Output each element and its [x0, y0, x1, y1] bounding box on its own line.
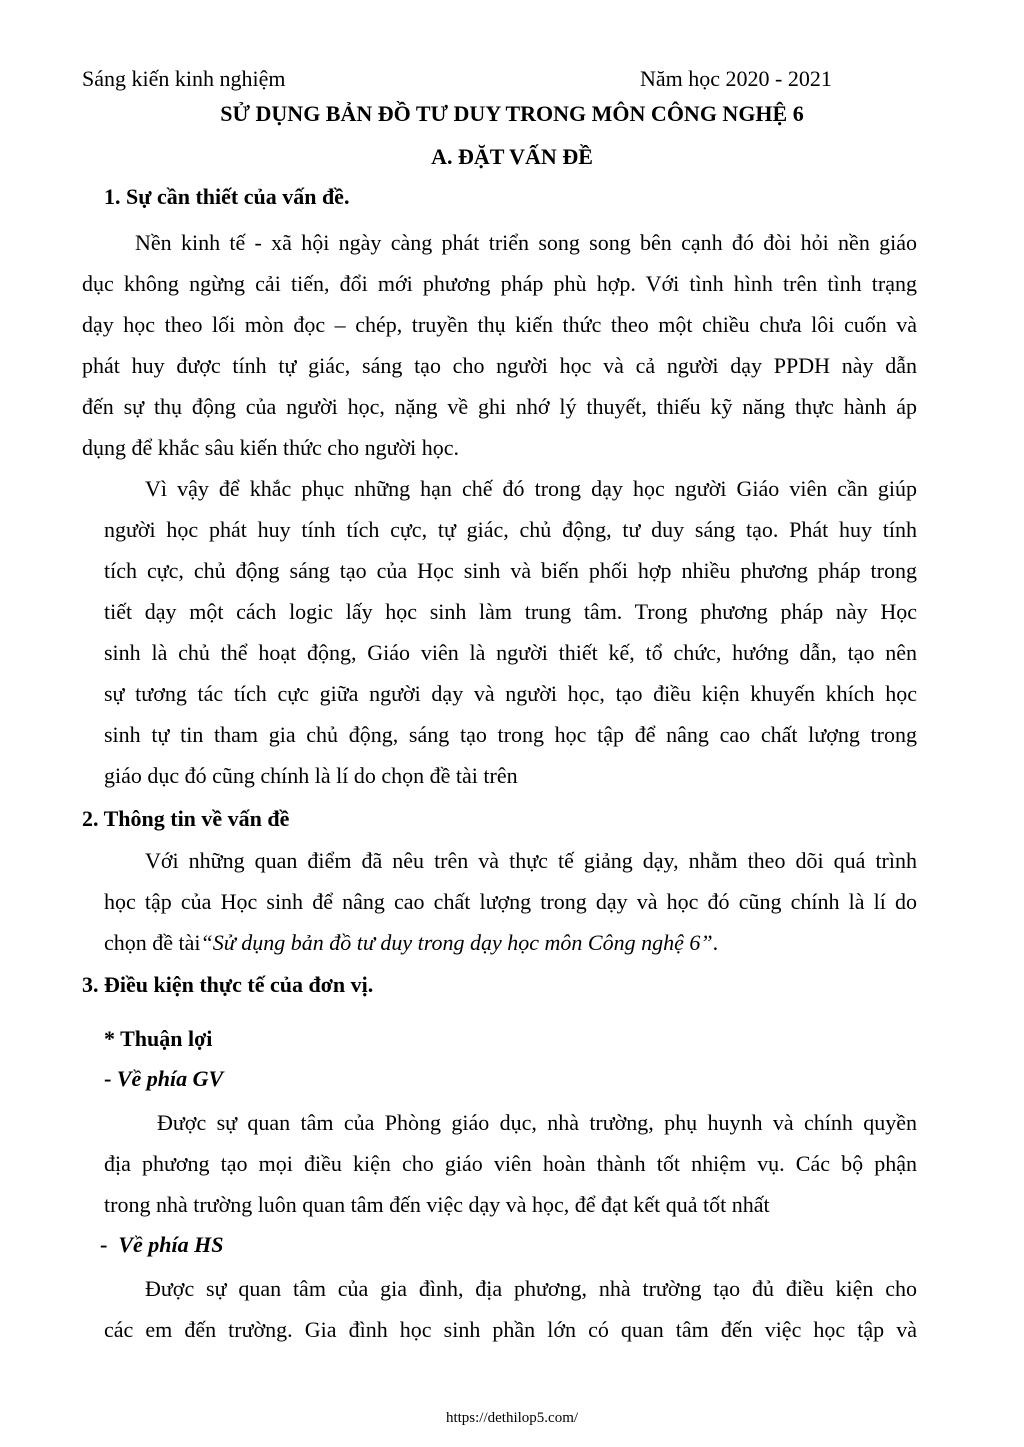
paragraph-line: sinh là chủ thể hoạt động, Giáo viên là người thiết kế, tổ chức, hướng dẫn, tạo nên [104, 640, 917, 665]
paragraph-line: sinh tự tin tham gia chủ động, sáng tạo trong học tập để nâng cao chất lượng trong [104, 722, 917, 747]
paragraph-line: đến sự thụ động của người học, nặng về ghi nhớ lý thuyết, thiếu kỹ năng thực hành áp [82, 394, 917, 419]
paragraph-1 [82, 222, 917, 468]
topic-prefix: chọn đề tài [104, 930, 201, 955]
paragraph-line: các em đến trường. Gia đình học sinh phần lớn có quan tâm đến việc học tập và [104, 1317, 917, 1342]
paragraph-line: Được sự quan tâm của gia đình, địa phương, nhà trường tạo đủ điều kiện cho [145, 1276, 917, 1301]
heading-information: 2. Thông tin về vấn đề [82, 806, 290, 831]
paragraph-line: sự tương tác tích cực giữa người dạy và người học, tạo điều kiện khuyến khích học [104, 681, 917, 706]
heading-conditions: 3. Điều kiện thực tế của đơn vị. [82, 972, 374, 997]
paragraph-line: dục không ngừng cải tiến, đổi mới phương pháp phù hợp. Với tình hình trên tình trạng [82, 271, 917, 296]
document-title: SỬ DỤNG BẢN ĐỒ TƯ DUY TRONG MÔN CÔNG NGHỆ 6 [220, 101, 804, 126]
paragraph-line: Với những quan điểm đã nêu trên và thực tế giảng dạy, nhằm theo dõi quá trình [145, 848, 917, 873]
paragraph-line: tích cực, chủ động sáng tạo của Học sinh và biến phối hợp nhiều phương pháp trong [104, 558, 917, 583]
footer-url: https://dethilop5.com/ [445, 1410, 579, 1426]
paragraph-line: trong nhà trường luôn quan tâm đến việc dạy và học, để đạt kết quả tốt nhất [104, 1192, 770, 1217]
topic-suffix: . [712, 930, 719, 955]
section-a-heading: A. ĐẶT VẤN ĐỀ [431, 144, 593, 169]
paragraph-line: dạy học theo lối mòn đọc – chép, truyền thụ kiến thức theo một chiều chưa lôi cuốn và [82, 312, 917, 337]
paragraph-line: phát huy được tính tự giác, sáng tạo cho người học và cả người dạy PPDH này dẫn [82, 353, 917, 378]
subheading-text: Về phía GV [116, 1066, 224, 1091]
header-left: Sáng kiến kinh nghiệm [82, 66, 286, 91]
paragraph-5 [104, 1268, 917, 1350]
paragraph-line: người học phát huy tính tích cực, tự giác, chủ động, tư duy sáng tạo. Phát huy tính [104, 517, 917, 542]
paragraph-line: học tập của Học sinh để nâng cao chất lượng trong dạy và học đó cũng chính là lí do [104, 889, 917, 914]
paragraph-3 [104, 840, 917, 963]
paragraph-line-topic [104, 922, 917, 963]
header-right: Năm học 2020 - 2021 [640, 66, 832, 91]
subheading-teacher [104, 1066, 223, 1092]
paragraph-4 [104, 1102, 917, 1225]
heading-advantages: * Thuận lợi [104, 1026, 213, 1051]
subheading-dash: - [100, 1232, 108, 1257]
heading-necessity: 1. Sự cần thiết của vấn đề. [104, 184, 350, 209]
paragraph-line: tiết dạy một cách logic lấy học sinh làm trung tâm. Trong phương pháp này Học [104, 599, 917, 624]
paragraph-line: địa phương tạo mọi điều kiện cho giáo viên hoàn thành tốt nhiệm vụ. Các bộ phận [104, 1151, 917, 1176]
paragraph-line: Vì vậy để khắc phục những hạn chế đó trong dạy học người Giáo viên cần giúp [145, 476, 917, 501]
paragraph-line: Nền kinh tế - xã hội ngày càng phát triển song song bên cạnh đó đòi hỏi nền giáo [135, 230, 917, 255]
subheading-dash: - [104, 1066, 112, 1091]
subheading-text: Về phía HS [118, 1232, 224, 1257]
paragraph-line: Được sự quan tâm của Phòng giáo dục, nhà trường, phụ huynh và chính quyền [157, 1110, 917, 1135]
paragraph-line: giáo dục đó cũng chính là lí do chọn đề tài trên [104, 763, 518, 788]
paragraph-line: dụng để khắc sâu kiến thức cho người học. [82, 435, 459, 460]
subheading-students [100, 1232, 223, 1258]
paragraph-2 [104, 468, 917, 796]
topic-title: “Sử dụng bản đồ tư duy trong dạy học môn Công nghệ 6” [200, 930, 713, 955]
